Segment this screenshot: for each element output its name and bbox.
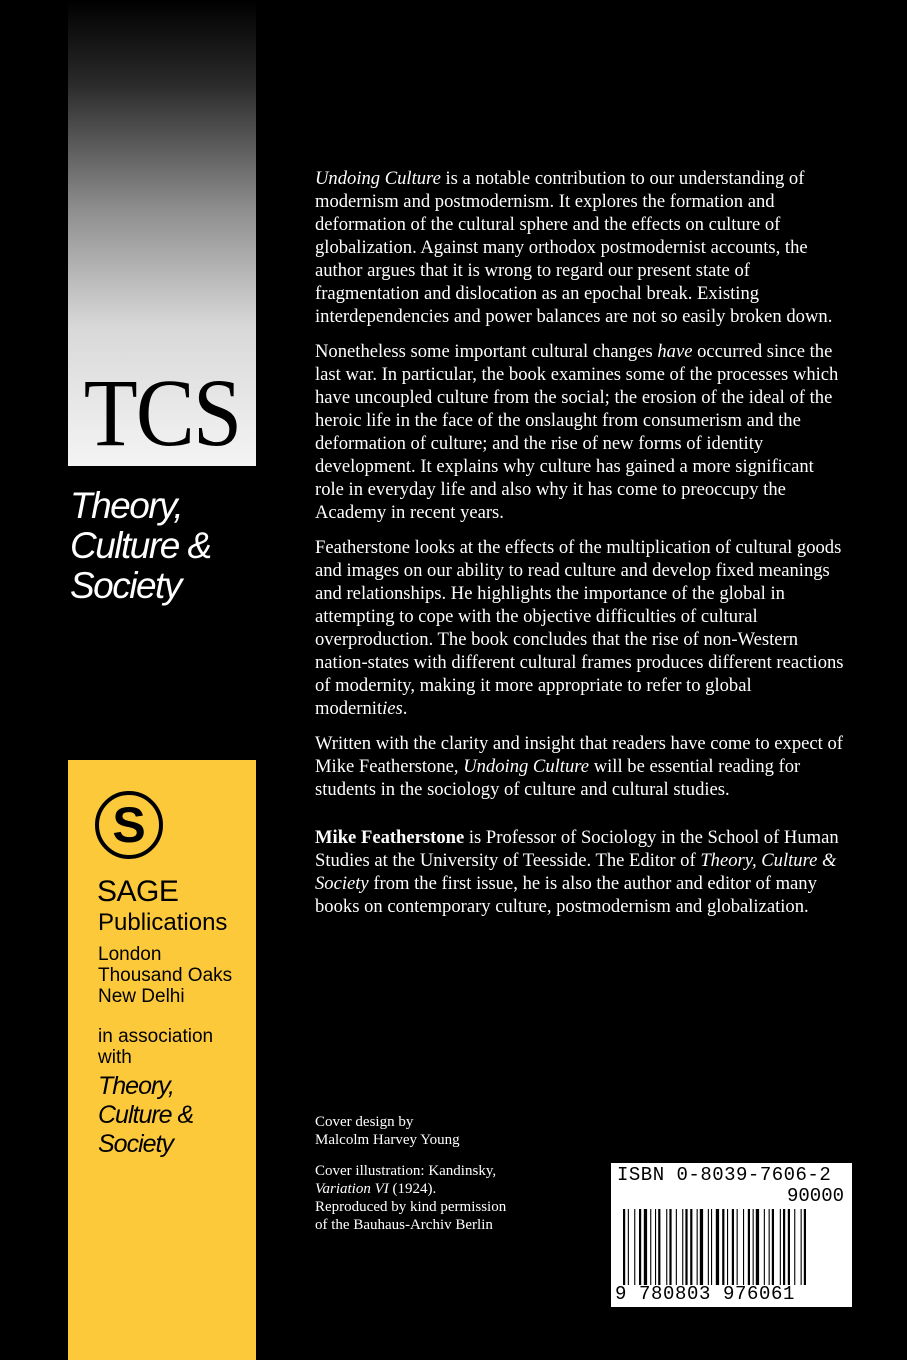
barcode-bar xyxy=(783,1209,785,1285)
blurb-paragraph: Written with the clarity and insight that readers have come to expect of Mike Featherstone, Undoing Culture will be essential reading for students in the sociology of culture and cultural studies. xyxy=(315,733,843,800)
publisher-city: New Delhi xyxy=(98,986,185,1007)
series-title-line: Society xyxy=(70,565,181,606)
book-title: Undoing Culture xyxy=(315,168,441,189)
barcode-bar xyxy=(685,1209,687,1285)
publisher-city: Thousand Oaks xyxy=(98,965,233,986)
association-line: with xyxy=(98,1047,132,1068)
design-credit: Cover design by Malcolm Harvey Young xyxy=(315,1114,460,1148)
barcode-bars-icon xyxy=(623,1209,843,1285)
barcode-bar xyxy=(644,1209,647,1285)
publisher-series-line: Culture & xyxy=(98,1101,194,1129)
publisher-name: SAGE xyxy=(97,875,179,908)
barcode-bar xyxy=(801,1209,802,1285)
blurb-paragraph: Nonetheless some important cultural changes have occurred since the last war. In particular, the book examines some of the processes which have uncoupled culture from the social; the erosion of the ideal of the heroic life in the face of the onslaught from consumerism and the deformation of culture; and the rise of new forms of identity development. It explains why culture has gained a more significant role in everyday life and also why it has come to preoccupy the Academy in recent years. xyxy=(315,341,839,523)
publisher-series-title xyxy=(98,1072,193,1159)
barcode-bar xyxy=(700,1209,703,1285)
publisher-cities xyxy=(98,944,232,1007)
publisher-city: London xyxy=(98,944,162,965)
barcode-bar xyxy=(804,1209,806,1285)
barcode-bar xyxy=(748,1209,750,1285)
sage-logo-icon xyxy=(94,790,164,860)
blurb-paragraph: Undoing Culture is a notable contribution to our understanding of modernism and postmodernism. It explores the formation and deformation of the cultural sphere and the effects on culture of globalization. Against many orthodox postmodernist accounts, the author argues that it is wrong to regard our present state of fragmentation and dislocation as an epochal break. Existing interdependencies and power balances are not so easily broken down. xyxy=(315,168,833,327)
barcode-bar xyxy=(690,1209,692,1285)
barcode-bar xyxy=(639,1209,641,1285)
barcode-bar xyxy=(756,1209,759,1285)
barcode-bar xyxy=(658,1209,660,1285)
barcode-bar xyxy=(788,1209,790,1285)
barcode-bar xyxy=(780,1209,781,1285)
publisher-type: Publications xyxy=(98,909,228,936)
publisher-series-line: Society xyxy=(98,1130,173,1158)
cover-credits xyxy=(315,1113,585,1247)
barcode-bar xyxy=(716,1209,719,1285)
barcode-bar xyxy=(628,1209,629,1285)
publisher-panel xyxy=(68,760,256,1360)
price-addon: 90000 xyxy=(786,1185,844,1207)
barcode-bar xyxy=(769,1209,770,1285)
barcode-bar xyxy=(753,1209,754,1285)
association-line: in association xyxy=(98,1026,214,1047)
barcode-bar xyxy=(655,1209,656,1285)
barcode-bar xyxy=(708,1209,709,1285)
barcode-bar xyxy=(737,1209,738,1285)
back-cover-blurb xyxy=(315,167,845,930)
barcode-bar xyxy=(650,1209,651,1285)
ean-number: 9 780803 976061 xyxy=(615,1283,796,1305)
barcode-bar xyxy=(697,1209,698,1285)
illustration-credit: Cover illustration: Kandinsky, Variation VI (1924). Reproduced by kind permission of the Bauhaus-Archiv Berlin xyxy=(315,1163,507,1233)
barcode-bar xyxy=(794,1209,795,1285)
barcode-bar xyxy=(727,1209,728,1285)
series-title-line: Culture & xyxy=(70,525,211,566)
isbn-barcode xyxy=(611,1163,852,1307)
author-name: Mike Featherstone xyxy=(315,827,465,848)
barcode-bar xyxy=(669,1209,671,1285)
barcode-bar xyxy=(711,1209,712,1285)
series-acronym: TCS xyxy=(83,359,241,466)
series-title-line: Theory, xyxy=(70,485,183,526)
barcode-bar xyxy=(634,1209,635,1285)
isbn-number: ISBN 0-8039-7606-2 xyxy=(617,1164,832,1186)
barcode-bar xyxy=(732,1209,734,1285)
barcode-bar xyxy=(666,1209,667,1285)
barcode-bar xyxy=(623,1209,625,1285)
author-bio: Mike Featherstone is Professor of Sociology in the School of Human Studies at the University of Teesside. The Editor of Theory, Culture & Society from the first issue, he is also the author and editor of many books on contemporary culture, postmodernism and globalization. xyxy=(315,827,839,917)
association-note xyxy=(98,1026,213,1068)
barcode-bar xyxy=(743,1209,744,1285)
barcode-bar xyxy=(682,1209,683,1285)
sage-logo-letter: S xyxy=(112,797,146,853)
barcode-bar xyxy=(764,1209,765,1285)
barcode-bar xyxy=(772,1209,774,1285)
blurb-paragraph: Featherstone looks at the effects of the multiplication of cultural goods and images on our ability to read culture and develop fixed meanings and relationships. He highlights the importance of the global in attempting to cope with the objective difficulties of cultural overproduction. The book concludes that the rise of non-Western nation-states with different cultural frames produces different reactions of modernity, making it more appropriate to refer to global modernities. xyxy=(315,537,844,719)
barcode-bar xyxy=(676,1209,677,1285)
publisher-series-line: Theory, xyxy=(98,1072,174,1100)
series-title xyxy=(70,486,211,606)
barcode-bar xyxy=(722,1209,724,1285)
